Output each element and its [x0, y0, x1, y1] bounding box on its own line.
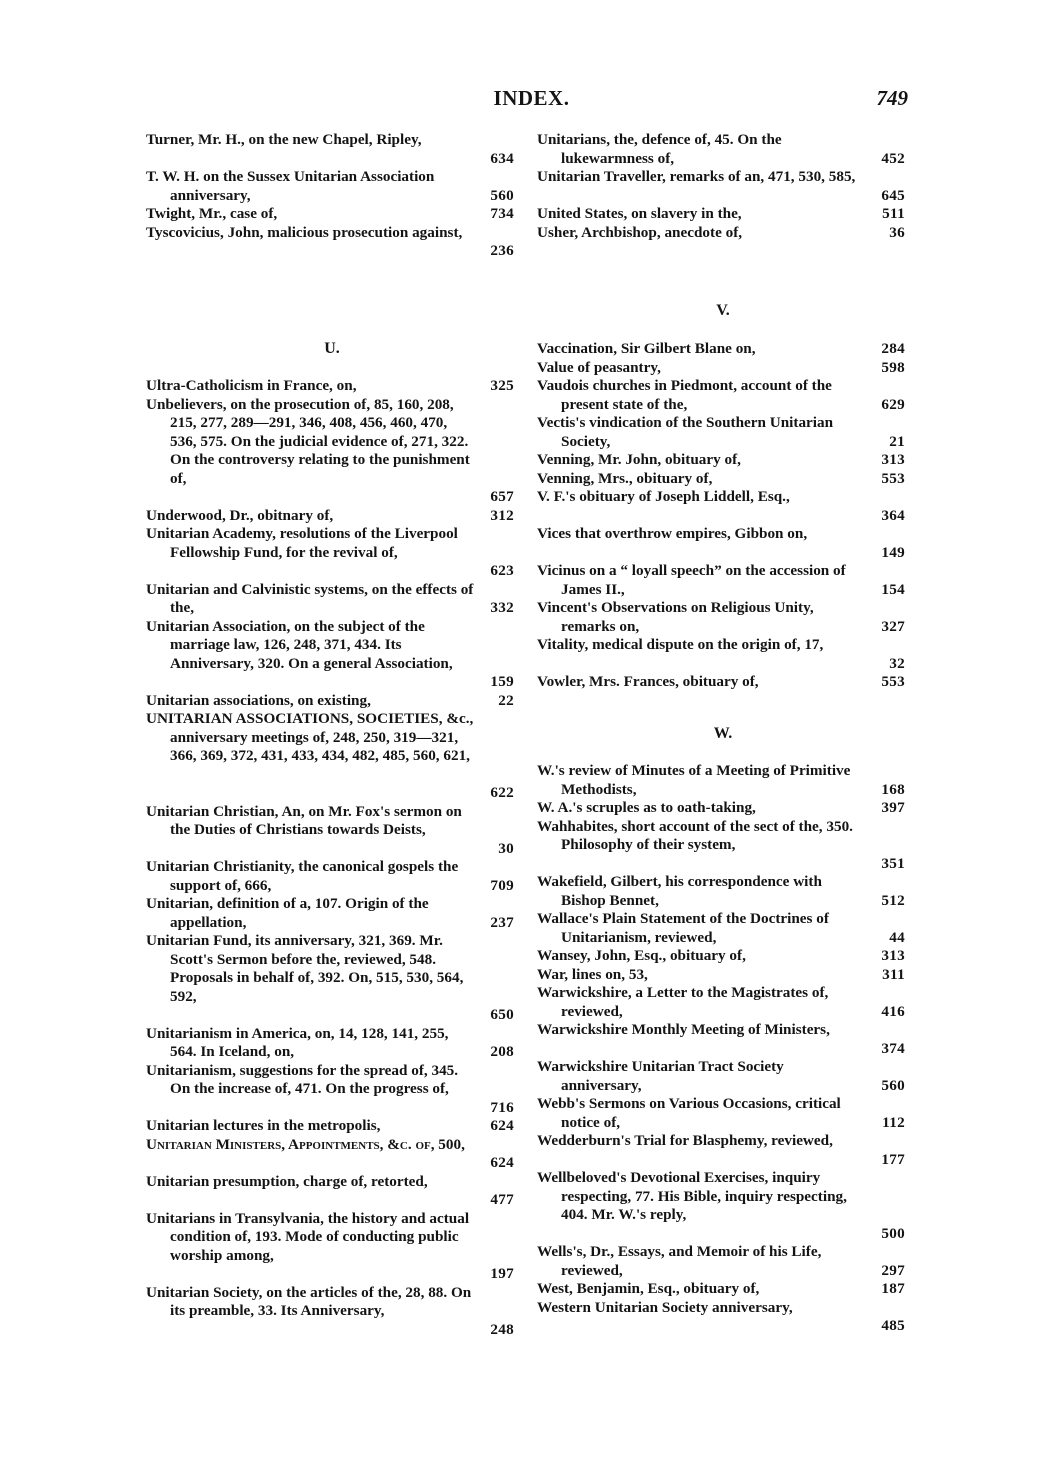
right-column-top [537, 131, 909, 242]
index-entry: Unitarian Association, on the subject of the marriage law, 126, 248, 371, 434. Its Anniversary, 320. On a general Association, 159 [146, 617, 514, 690]
section-v-entries [537, 340, 909, 692]
index-entry: West, Benjamin, Esq., obituary of, 187 [537, 1280, 905, 1297]
page-number: 749 [876, 86, 908, 110]
index-entry: Wallace's Plain Statement of the Doctrines of Unitarianism, reviewed, 44 [537, 910, 905, 946]
index-entry: Vectis's vindication of the Southern Unitarian Society, 21 [537, 414, 905, 450]
index-entry: Warwickshire Unitarian Tract Society anniversary, 560 [537, 1058, 905, 1094]
index-entry: Vincent's Observations on Religious Unity, remarks on, 327 [537, 599, 905, 635]
index-entry: UNITARIAN ASSOCIATIONS, SOCIETIES, &c., anniversary meetings of, 248, 250, 319—321, 366, 369, 372, 431, 433, 434, 482, 485, 560, 621, 622 [146, 710, 514, 801]
index-entry: Tyscovicius, John, malicious prosecution against, 236 [146, 223, 514, 259]
index-entry: Vaccination, Sir Gilbert Blane on, 284 [537, 340, 905, 357]
index-entry: Unitarian Christian, An, on Mr. Fox's sermon on the Duties of Christians towards Deists, 30 [146, 802, 514, 857]
index-entry: W. A.'s scruples as to oath-taking, 397 [537, 799, 905, 816]
index-entry: Underwood, Dr., obitnary of, 312 [146, 506, 514, 524]
index-entry: Vaudois churches in Piedmont, account of the present state of the, 629 [537, 377, 905, 413]
index-entry: Unitarian presumption, charge of, retorted, 477 [146, 1172, 514, 1208]
index-entry: Webb's Sermons on Various Occasions, critical notice of, 112 [537, 1095, 905, 1131]
index-entry: Wakefield, Gilbert, his correspondence with Bishop Bennet, 512 [537, 873, 905, 909]
index-entry: Unitarianism, suggestions for the spread of, 345. On the increase of, 471. On the progress of, 716 [146, 1061, 514, 1116]
index-entry: Warwickshire, a Letter to the Magistrates of, reviewed, 416 [537, 984, 905, 1020]
index-entry: Vices that overthrow empires, Gibbon on, 149 [537, 525, 905, 561]
index-entry: Turner, Mr. H., on the new Chapel, Ripley, 634 [146, 131, 514, 167]
index-entry: Wahhabites, short account of the sect of the, 350. Philosophy of their system, 351 [537, 817, 905, 872]
section-v [537, 302, 909, 320]
index-entry: Unitarian Academy, resolutions of the Liverpool Fellowship Fund, for the revival of, 623 [146, 525, 514, 579]
index-entry: Vitality, medical dispute on the origin of, 17, 32 [537, 636, 905, 672]
index-entry: Wellbeloved's Devotional Exercises, inquiry respecting, 77. His Bible, inquiry respecting, 404. Mr. W.'s reply, 500 [537, 1169, 905, 1242]
index-entry: Unitarian Ministers, Appointments, &c. of, 500, 624 [146, 1135, 514, 1171]
index-entry: United States, on slavery in the, 511 [537, 205, 905, 222]
index-entry: Venning, Mr. John, obituary of, 313 [537, 451, 905, 468]
index-entry: Unitarian, definition of a, 107. Origin of the appellation, 237 [146, 895, 514, 931]
index-entry: Vicinus on a “ loyall speech” on the accession of James II., 154 [537, 562, 905, 598]
index-entry: Unitarian lectures in the metropolis, 624 [146, 1117, 514, 1134]
index-entry: Wedderburn's Trial for Blasphemy, reviewed, 177 [537, 1132, 905, 1168]
index-entry: Warwickshire Monthly Meeting of Ministers, 374 [537, 1021, 905, 1057]
index-entry: W.'s review of Minutes of a Meeting of Primitive Methodists, 168 [537, 762, 905, 798]
index-entry: T. W. H. on the Sussex Unitarian Association anniversary, 560 [146, 168, 514, 204]
section-w-entries [537, 762, 909, 1336]
index-entry: Unbelievers, on the prosecution of, 85, 160, 208, 215, 277, 289—291, 346, 408, 456, 460, 470, 536, 575. On the judicial evidence of, 271, 322. On the controversy relating to the punishment of, 657 [146, 395, 514, 505]
index-entry: Unitarian Christianity, the canonical gospels the support of, 666, 709 [146, 858, 514, 894]
index-entry: Unitarianism in America, on, 14, 128, 141, 255, 564. In Iceland, on, 208 [146, 1024, 514, 1060]
index-entry: Unitarian associations, on existing, 22 [146, 691, 514, 709]
index-entry: Wells's, Dr., Essays, and Memoir of his Life, reviewed, 297 [537, 1243, 905, 1279]
index-entry: Unitarian Fund, its anniversary, 321, 369. Mr. Scott's Sermon before the, reviewed, 548. Proposals in behalf of, 392. On, 515, 530, 564, 592, 650 [146, 932, 514, 1023]
index-entry: Vowler, Mrs. Frances, obituary of, 553 [537, 673, 905, 690]
index-entry: Ultra-Catholicism in France, on, 325 [146, 377, 514, 394]
index-entry: Wansey, John, Esq., obituary of, 313 [537, 947, 905, 964]
index-entry: V. F.'s obituary of Joseph Liddell, Esq., 364 [537, 488, 905, 524]
index-entry: Venning, Mrs., obituary of, 553 [537, 469, 905, 487]
left-column-top [146, 131, 518, 261]
index-entry: Unitarians in Transylvania, the history and actual condition of, 193. Mode of conducting public worship among, 197 [146, 1209, 514, 1282]
section-u-entries [146, 377, 518, 1339]
index-entry: Unitarian Society, on the articles of the, 28, 88. On its preamble, 33. Its Anniversary, 248 [146, 1283, 514, 1338]
index-entry: Value of peasantry, 598 [537, 358, 905, 376]
index-entry: War, lines on, 53, 311 [537, 965, 905, 983]
section-u [146, 340, 518, 358]
section-heading-v: V. [716, 302, 730, 319]
page-title: INDEX. [493, 86, 570, 110]
index-entry: Usher, Archbishop, anecdote of, 36 [537, 223, 905, 241]
index-entry: Twight, Mr., case of, 734 [146, 205, 514, 222]
index-entry: Unitarian Traveller, remarks of an, 471, 530, 585, 645 [537, 168, 905, 204]
section-heading-w: W. [713, 725, 733, 742]
section-w [537, 725, 909, 743]
index-entry: Western Unitarian Society anniversary, 485 [537, 1298, 905, 1334]
index-entry: Unitarians, the, defence of, 45. On the lukewarmness of, 452 [537, 131, 905, 167]
section-heading-u: U. [324, 340, 340, 357]
index-entry: Unitarian and Calvinistic systems, on the effects of the, 332 [146, 580, 514, 616]
